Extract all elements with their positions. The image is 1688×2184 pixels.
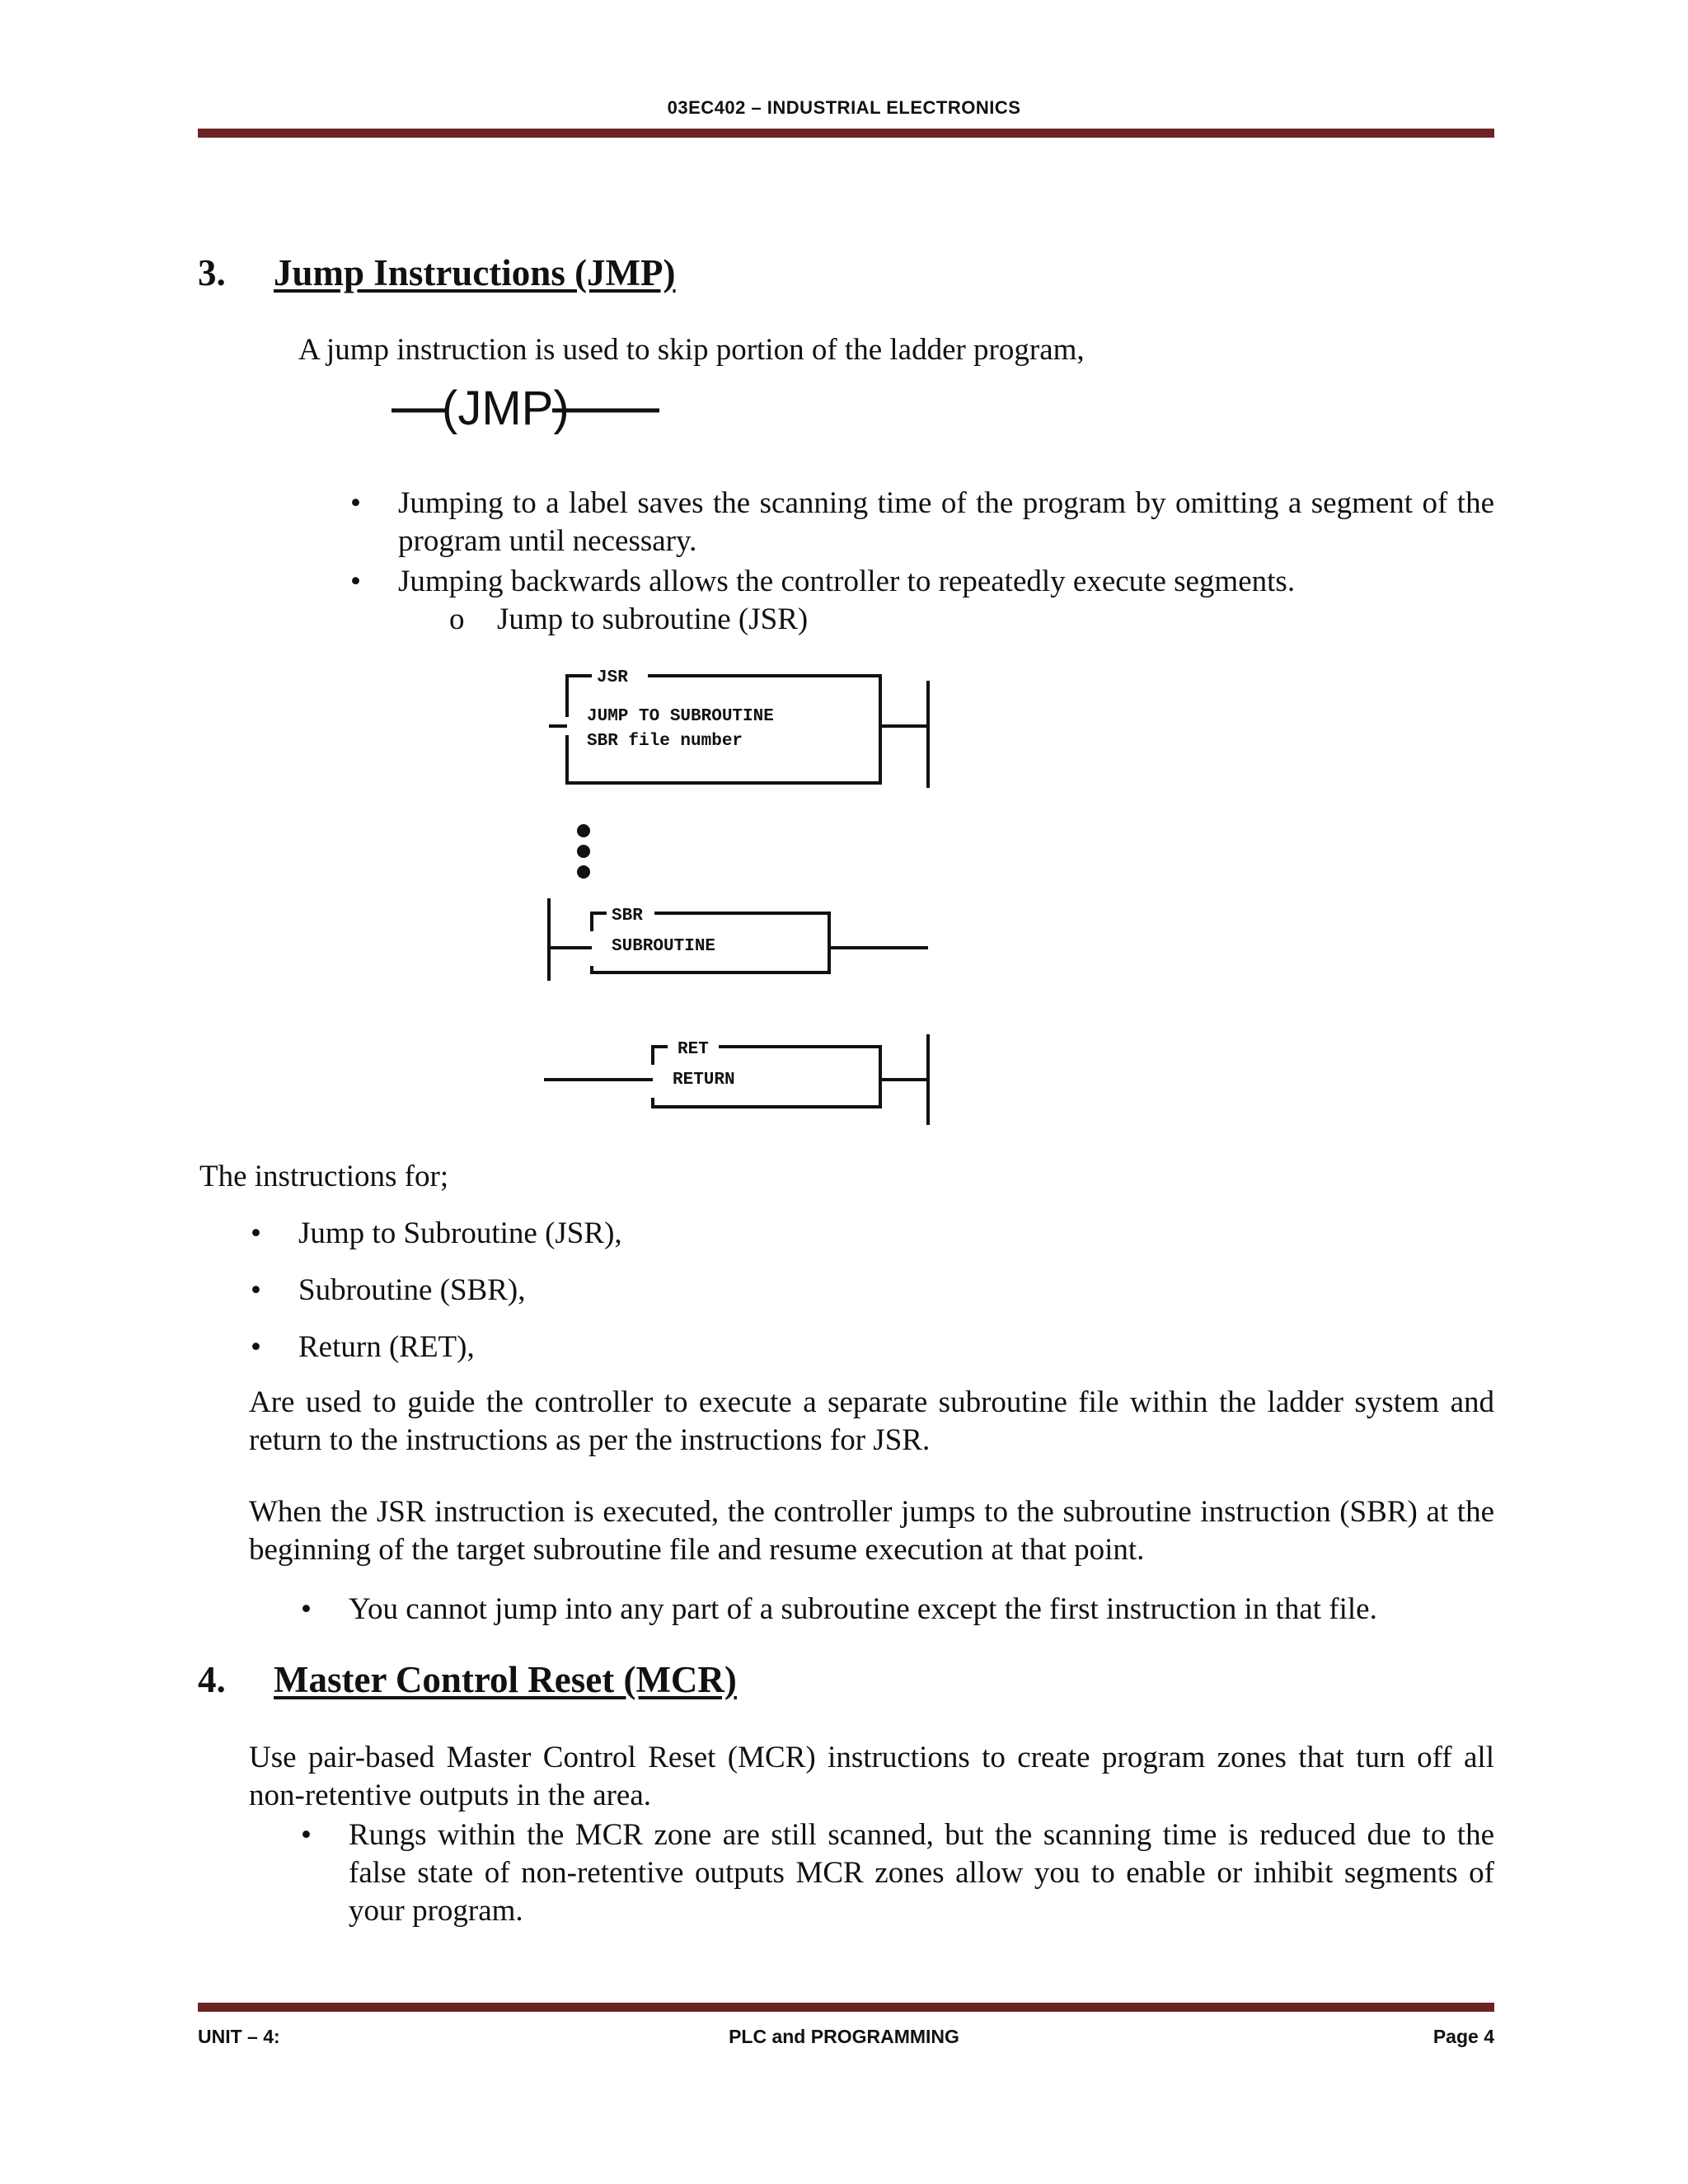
footer-rule — [198, 2003, 1494, 2012]
section-3-heading — [198, 251, 676, 294]
bullet-icon: • — [350, 565, 361, 598]
ret-tag: RET — [678, 1040, 709, 1059]
list-item — [251, 1215, 622, 1253]
jsr-line-2: SBR file number — [587, 732, 743, 751]
section-title: Jump Instructions (JMP) — [274, 252, 676, 293]
circle-bullet-icon: o — [449, 602, 465, 636]
paragraph: Use pair-based Master Control Reset (MCR) instructions to create program zones that turn off all non-retentive outputs in the area. — [249, 1741, 1494, 1812]
subroutine-ladder-diagram — [528, 659, 956, 1137]
jmp-symbol — [387, 381, 668, 437]
jsr-line-1: JUMP TO SUBROUTINE — [587, 707, 774, 726]
jsr-tag: JSR — [597, 668, 628, 687]
bullet-text: Subroutine (SBR), — [298, 1273, 526, 1307]
instructions-lead: The instructions for; — [199, 1160, 449, 1193]
paragraph: Are used to guide the controller to execute a separate subroutine file within the ladder system and return to the instructions as per the instructions for JSR. — [249, 1385, 1494, 1457]
jump-intro: A jump instruction is used to skip portion of the ladder program, — [298, 333, 1085, 367]
bullet-icon: • — [350, 486, 361, 520]
bullet-icon: • — [301, 1818, 312, 1852]
bullet-text: Rungs within the MCR zone are still scanned, but the scanning time is reduced due to the false state of non-retentive outputs MCR zones allow you to enable or inhibit segments of your program. — [349, 1818, 1494, 1928]
footer-subject: PLC and PROGRAMMING — [729, 2026, 959, 2047]
list-item — [350, 485, 1494, 560]
bullet-text: You cannot jump into any part of a subroutine except the first instruction in that file. — [349, 1592, 1377, 1626]
footer-page-number: Page 4 — [1432, 2026, 1494, 2047]
bullet-icon: • — [251, 1216, 261, 1250]
sbr-tag: SBR — [612, 907, 643, 926]
list-item — [350, 563, 1494, 601]
section-number: 3. — [198, 252, 226, 293]
header-rule — [198, 129, 1494, 138]
bullet-text: Jumping to a label saves the scanning time of the program by omitting a segment of the program until necessary. — [398, 486, 1494, 558]
section-title: Master Control Reset (MCR) — [274, 1659, 737, 1700]
bullet-text: Jump to Subroutine (JSR), — [298, 1216, 622, 1250]
list-item — [301, 1591, 1494, 1629]
bullet-icon: • — [251, 1273, 261, 1307]
section-4-heading — [198, 1658, 737, 1701]
bullet-text: Return (RET), — [298, 1330, 475, 1364]
jmp-symbol-label: (JMP) — [442, 382, 570, 435]
sbr-line: SUBROUTINE — [612, 937, 716, 956]
bullet-icon: • — [301, 1592, 312, 1626]
footer-unit: UNIT – 4: — [198, 2026, 280, 2047]
bullet-icon: • — [251, 1330, 261, 1364]
sub-bullet-text: Jump to subroutine (JSR) — [497, 602, 809, 636]
continuation-dots — [577, 824, 590, 879]
list-item — [251, 1272, 526, 1310]
list-item — [251, 1329, 475, 1366]
bullet-text: Jumping backwards allows the controller to repeatedly execute segments. — [398, 565, 1296, 598]
header-title: 03EC402 – INDUSTRIAL ELECTRONICS — [667, 97, 1021, 118]
list-item — [301, 1816, 1494, 1930]
ret-line: RETURN — [673, 1071, 735, 1090]
section-number: 4. — [198, 1659, 226, 1700]
paragraph: When the JSR instruction is executed, the controller jumps to the subroutine instruction (SBR) at the beginning of the target subroutine file and resume execution at that point. — [249, 1495, 1494, 1567]
sub-list-item — [449, 601, 809, 639]
